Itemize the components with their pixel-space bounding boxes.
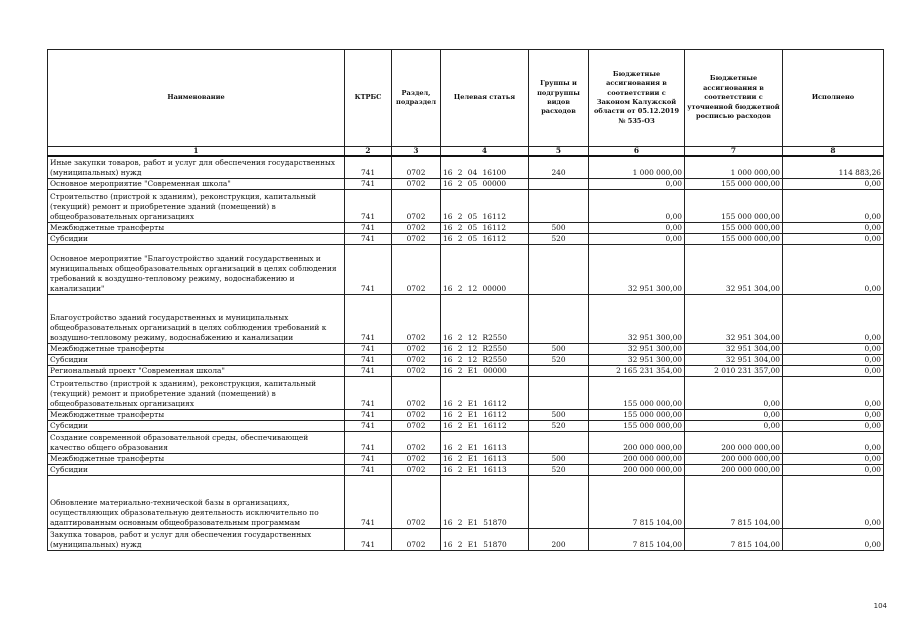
row-executed: 0,00 <box>783 420 884 431</box>
row-allocated-law: 1 000 000,00 <box>589 156 685 178</box>
table-row <box>48 244 884 294</box>
col-number: 1 <box>48 147 345 157</box>
row-allocated-updated: 200 000 000,00 <box>685 431 783 453</box>
row-ktrbs: 741 <box>345 354 392 365</box>
row-group <box>529 294 589 343</box>
row-group <box>529 475 589 528</box>
row-group: 500 <box>529 343 589 354</box>
row-name: Основное мероприятие "Благоустройство зданий государственных и муниципальных общеобразовательных организаций в целях соблюдения требований к воздушно-тепловому режиму, водоснабжению и канализации" <box>48 244 345 294</box>
row-executed: 114 883,26 <box>783 156 884 178</box>
row-executed: 0,00 <box>783 178 884 189</box>
row-section: 0702 <box>392 233 441 244</box>
header-allocated-updated: Бюджетные ассигнования в соответствии с уточненной бюджетной росписью расходов <box>685 50 783 147</box>
col-number: 3 <box>392 147 441 157</box>
row-allocated-law: 155 000 000,00 <box>589 376 685 409</box>
row-ktrbs: 741 <box>345 156 392 178</box>
row-group <box>529 376 589 409</box>
col-number: 8 <box>783 147 884 157</box>
row-name: Иные закупки товаров, работ и услуг для обеспечения государственных (муниципальных) нужд <box>48 156 345 178</box>
row-section: 0702 <box>392 464 441 475</box>
row-allocated-law: 7 815 104,00 <box>589 528 685 550</box>
table-row <box>48 431 884 453</box>
row-ktrbs: 741 <box>345 431 392 453</box>
row-ktrbs: 741 <box>345 475 392 528</box>
row-name: Строительство (пристрой к зданиям), реконструкция, капитальный (текущий) ремонт и приобретение зданий (помещений) в общеобразовательных организациях <box>48 189 345 222</box>
row-section: 0702 <box>392 178 441 189</box>
table-row <box>48 409 884 420</box>
row-executed: 0,00 <box>783 222 884 233</box>
row-allocated-law: 32 951 300,00 <box>589 354 685 365</box>
row-section: 0702 <box>392 222 441 233</box>
row-section: 0702 <box>392 453 441 464</box>
row-group <box>529 244 589 294</box>
row-group: 200 <box>529 528 589 550</box>
header-target: Целевая статья <box>441 50 529 147</box>
row-allocated-law: 32 951 300,00 <box>589 294 685 343</box>
header-ktrbs: КТРБС <box>345 50 392 147</box>
row-name: Строительство (пристрой к зданиям), реконструкция, капитальный (текущий) ремонт и приобретение зданий (помещений) в общеобразовательных организациях <box>48 376 345 409</box>
row-ktrbs: 741 <box>345 528 392 550</box>
row-target: 16 2 05 16112 <box>441 189 529 222</box>
table-row <box>48 189 884 222</box>
row-ktrbs: 741 <box>345 464 392 475</box>
row-allocated-updated: 32 951 304,00 <box>685 294 783 343</box>
row-allocated-law: 200 000 000,00 <box>589 464 685 475</box>
row-ktrbs: 741 <box>345 189 392 222</box>
row-target: 16 2 12 R2550 <box>441 343 529 354</box>
row-executed: 0,00 <box>783 244 884 294</box>
row-allocated-law: 0,00 <box>589 233 685 244</box>
row-section: 0702 <box>392 409 441 420</box>
col-number: 6 <box>589 147 685 157</box>
row-section: 0702 <box>392 343 441 354</box>
row-ktrbs: 741 <box>345 244 392 294</box>
row-group: 500 <box>529 409 589 420</box>
row-group <box>529 189 589 222</box>
row-group: 240 <box>529 156 589 178</box>
row-group: 520 <box>529 233 589 244</box>
header-section: Раздел, подраздел <box>392 50 441 147</box>
row-allocated-law: 200 000 000,00 <box>589 453 685 464</box>
row-allocated-law: 155 000 000,00 <box>589 409 685 420</box>
row-section: 0702 <box>392 376 441 409</box>
row-ktrbs: 741 <box>345 343 392 354</box>
row-allocated-updated: 7 815 104,00 <box>685 528 783 550</box>
table-row <box>48 453 884 464</box>
row-name: Межбюджетные трансферты <box>48 453 345 464</box>
row-target: 16 2 E1 16113 <box>441 453 529 464</box>
row-target: 16 2 E1 16112 <box>441 409 529 420</box>
row-name: Межбюджетные трансферты <box>48 409 345 420</box>
row-ktrbs: 741 <box>345 178 392 189</box>
row-name: Закупка товаров, работ и услуг для обеспечения государственных (муниципальных) нужд <box>48 528 345 550</box>
row-allocated-updated: 155 000 000,00 <box>685 222 783 233</box>
row-allocated-updated: 155 000 000,00 <box>685 178 783 189</box>
row-allocated-law: 2 165 231 354,00 <box>589 365 685 376</box>
row-allocated-updated: 0,00 <box>685 409 783 420</box>
row-allocated-updated: 32 951 304,00 <box>685 343 783 354</box>
row-executed: 0,00 <box>783 354 884 365</box>
row-group: 500 <box>529 222 589 233</box>
row-target: 16 2 E1 51870 <box>441 528 529 550</box>
row-group: 520 <box>529 420 589 431</box>
row-allocated-law: 32 951 300,00 <box>589 343 685 354</box>
row-allocated-updated: 2 010 231 357,00 <box>685 365 783 376</box>
row-section: 0702 <box>392 528 441 550</box>
row-allocated-updated: 200 000 000,00 <box>685 453 783 464</box>
row-allocated-updated: 0,00 <box>685 420 783 431</box>
row-executed: 0,00 <box>783 376 884 409</box>
table-row <box>48 178 884 189</box>
row-section: 0702 <box>392 475 441 528</box>
header-allocated-law: Бюджетные ассигнования в соответствии с Законом Калужской области от 05.12.2019 № 535-ОЗ <box>589 50 685 147</box>
row-section: 0702 <box>392 431 441 453</box>
row-target: 16 2 E1 16112 <box>441 420 529 431</box>
row-name: Субсидии <box>48 354 345 365</box>
row-ktrbs: 741 <box>345 409 392 420</box>
table-header-row <box>48 50 884 147</box>
row-section: 0702 <box>392 420 441 431</box>
row-ktrbs: 741 <box>345 233 392 244</box>
row-target: 16 2 E1 16113 <box>441 431 529 453</box>
row-name: Основное мероприятие "Современная школа" <box>48 178 345 189</box>
table-row <box>48 294 884 343</box>
table-row <box>48 156 884 178</box>
row-target: 16 2 05 16112 <box>441 233 529 244</box>
row-ktrbs: 741 <box>345 294 392 343</box>
row-name: Межбюджетные трансферты <box>48 222 345 233</box>
row-ktrbs: 741 <box>345 222 392 233</box>
row-name: Создание современной образовательной среды, обеспечивающей качество общего образования <box>48 431 345 453</box>
row-executed: 0,00 <box>783 528 884 550</box>
row-allocated-law: 0,00 <box>589 222 685 233</box>
row-target: 16 2 04 16100 <box>441 156 529 178</box>
column-number-row <box>48 147 884 157</box>
row-group: 520 <box>529 464 589 475</box>
row-target: 16 2 E1 00000 <box>441 365 529 376</box>
row-ktrbs: 741 <box>345 453 392 464</box>
budget-table <box>47 49 884 551</box>
col-number: 7 <box>685 147 783 157</box>
row-executed: 0,00 <box>783 343 884 354</box>
table-row <box>48 464 884 475</box>
table-row <box>48 475 884 528</box>
row-allocated-law: 32 951 300,00 <box>589 244 685 294</box>
row-section: 0702 <box>392 294 441 343</box>
row-target: 16 2 12 00000 <box>441 244 529 294</box>
header-name: Наименование <box>48 50 345 147</box>
row-allocated-updated: 32 951 304,00 <box>685 244 783 294</box>
row-section: 0702 <box>392 354 441 365</box>
row-name: Субсидии <box>48 464 345 475</box>
table-row <box>48 233 884 244</box>
row-allocated-law: 155 000 000,00 <box>589 420 685 431</box>
row-executed: 0,00 <box>783 294 884 343</box>
row-target: 16 2 12 R2550 <box>441 354 529 365</box>
row-target: 16 2 E1 51870 <box>441 475 529 528</box>
row-allocated-updated: 155 000 000,00 <box>685 189 783 222</box>
row-section: 0702 <box>392 365 441 376</box>
row-executed: 0,00 <box>783 475 884 528</box>
row-executed: 0,00 <box>783 233 884 244</box>
row-allocated-law: 0,00 <box>589 178 685 189</box>
col-number: 5 <box>529 147 589 157</box>
row-executed: 0,00 <box>783 464 884 475</box>
row-ktrbs: 741 <box>345 420 392 431</box>
col-number: 4 <box>441 147 529 157</box>
row-target: 16 2 05 00000 <box>441 178 529 189</box>
row-allocated-law: 7 815 104,00 <box>589 475 685 528</box>
row-allocated-law: 0,00 <box>589 189 685 222</box>
col-number: 2 <box>345 147 392 157</box>
row-executed: 0,00 <box>783 409 884 420</box>
table-row <box>48 343 884 354</box>
row-name: Обновление материально-технической базы в организациях, осуществляющих образовательную деятельность исключительно по адаптированным основным общеобразовательным программам <box>48 475 345 528</box>
row-group <box>529 365 589 376</box>
row-target: 16 2 05 16112 <box>441 222 529 233</box>
row-executed: 0,00 <box>783 431 884 453</box>
row-executed: 0,00 <box>783 453 884 464</box>
row-group: 500 <box>529 453 589 464</box>
row-allocated-updated: 200 000 000,00 <box>685 464 783 475</box>
row-group <box>529 178 589 189</box>
row-executed: 0,00 <box>783 365 884 376</box>
row-section: 0702 <box>392 189 441 222</box>
row-allocated-updated: 7 815 104,00 <box>685 475 783 528</box>
row-name: Межбюджетные трансферты <box>48 343 345 354</box>
row-allocated-law: 200 000 000,00 <box>589 431 685 453</box>
table-row <box>48 376 884 409</box>
row-allocated-updated: 1 000 000,00 <box>685 156 783 178</box>
row-group: 520 <box>529 354 589 365</box>
row-name: Субсидии <box>48 233 345 244</box>
row-ktrbs: 741 <box>345 365 392 376</box>
row-group <box>529 431 589 453</box>
row-target: 16 2 12 R2550 <box>441 294 529 343</box>
table-body <box>48 156 884 550</box>
row-allocated-updated: 0,00 <box>685 376 783 409</box>
row-executed: 0,00 <box>783 189 884 222</box>
row-allocated-updated: 32 951 304,00 <box>685 354 783 365</box>
table-row <box>48 365 884 376</box>
table-row <box>48 354 884 365</box>
row-section: 0702 <box>392 156 441 178</box>
row-target: 16 2 E1 16113 <box>441 464 529 475</box>
table-row <box>48 420 884 431</box>
row-name: Благоустройство зданий государственных и муниципальных общеобразовательных организаций в целях соблюдения требований к воздушно-тепловому режиму, водоснабжению и канализации <box>48 294 345 343</box>
table-row <box>48 222 884 233</box>
row-ktrbs: 741 <box>345 376 392 409</box>
page-number: 104 <box>873 602 887 610</box>
header-executed: Исполнено <box>783 50 884 147</box>
row-section: 0702 <box>392 244 441 294</box>
row-name: Субсидии <box>48 420 345 431</box>
table-row <box>48 528 884 550</box>
row-allocated-updated: 155 000 000,00 <box>685 233 783 244</box>
row-target: 16 2 E1 16112 <box>441 376 529 409</box>
row-name: Региональный проект "Современная школа" <box>48 365 345 376</box>
header-group: Группы и подгруппы видов расходов <box>529 50 589 147</box>
